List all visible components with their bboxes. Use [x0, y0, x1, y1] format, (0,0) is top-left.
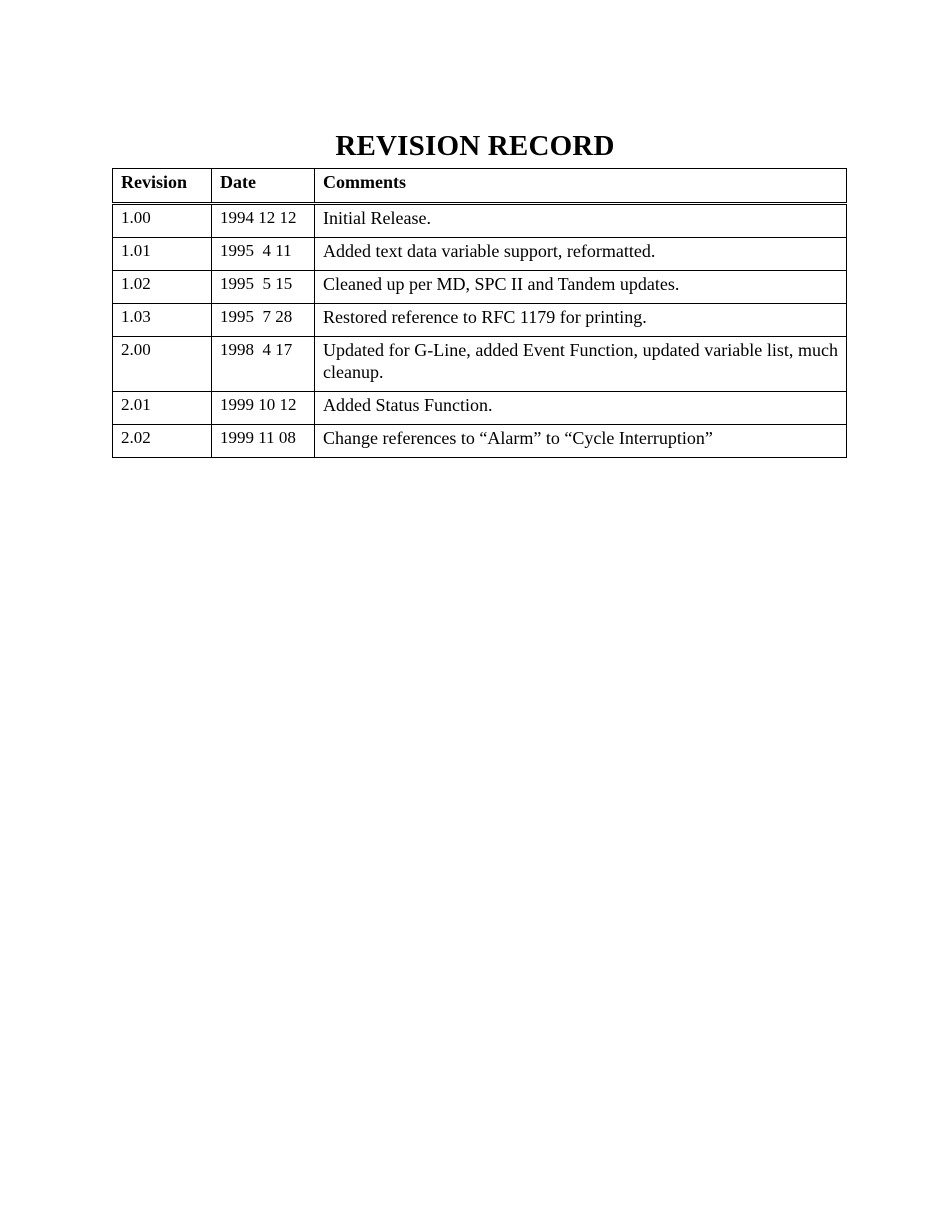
- revision-cell: 1.02: [113, 271, 212, 304]
- table-row: [113, 204, 847, 238]
- date-cell: 1995 4 11: [212, 238, 315, 271]
- table-header: [113, 169, 847, 204]
- date-cell: 1995 5 15: [212, 271, 315, 304]
- revision-cell: 2.02: [113, 425, 212, 458]
- date-cell: 1998 4 17: [212, 337, 315, 392]
- table-row: [113, 238, 847, 271]
- table-row: [113, 392, 847, 425]
- table-row: [113, 304, 847, 337]
- comments-cell: Change references to “Alarm” to “Cycle Interruption”: [315, 425, 847, 458]
- revision-cell: 1.03: [113, 304, 212, 337]
- page-title: REVISION RECORD: [335, 130, 615, 162]
- revision-cell: 2.00: [113, 337, 212, 392]
- comments-cell: Restored reference to RFC 1179 for printing.: [315, 304, 847, 337]
- header-row: [113, 169, 847, 204]
- revision-cell: 1.00: [113, 204, 212, 238]
- date-cell: 1999 10 12: [212, 392, 315, 425]
- date-cell: 1999 11 08: [212, 425, 315, 458]
- table-body: [113, 204, 847, 458]
- comments-cell: Updated for G-Line, added Event Function, updated variable list, much cleanup.: [315, 337, 847, 392]
- comments-cell: Initial Release.: [315, 204, 847, 238]
- header-date: Date: [212, 169, 315, 204]
- table-row: [113, 271, 847, 304]
- revision-cell: 2.01: [113, 392, 212, 425]
- table-row: [113, 337, 847, 392]
- date-cell: 1994 12 12: [212, 204, 315, 238]
- comments-cell: Added Status Function.: [315, 392, 847, 425]
- comments-cell: Added text data variable support, reformatted.: [315, 238, 847, 271]
- header-comments: Comments: [315, 169, 847, 204]
- table-row: [113, 425, 847, 458]
- revision-record-table: [112, 168, 847, 458]
- comments-cell: Cleaned up per MD, SPC II and Tandem updates.: [315, 271, 847, 304]
- revision-cell: 1.01: [113, 238, 212, 271]
- header-revision: Revision: [113, 169, 212, 204]
- date-cell: 1995 7 28: [212, 304, 315, 337]
